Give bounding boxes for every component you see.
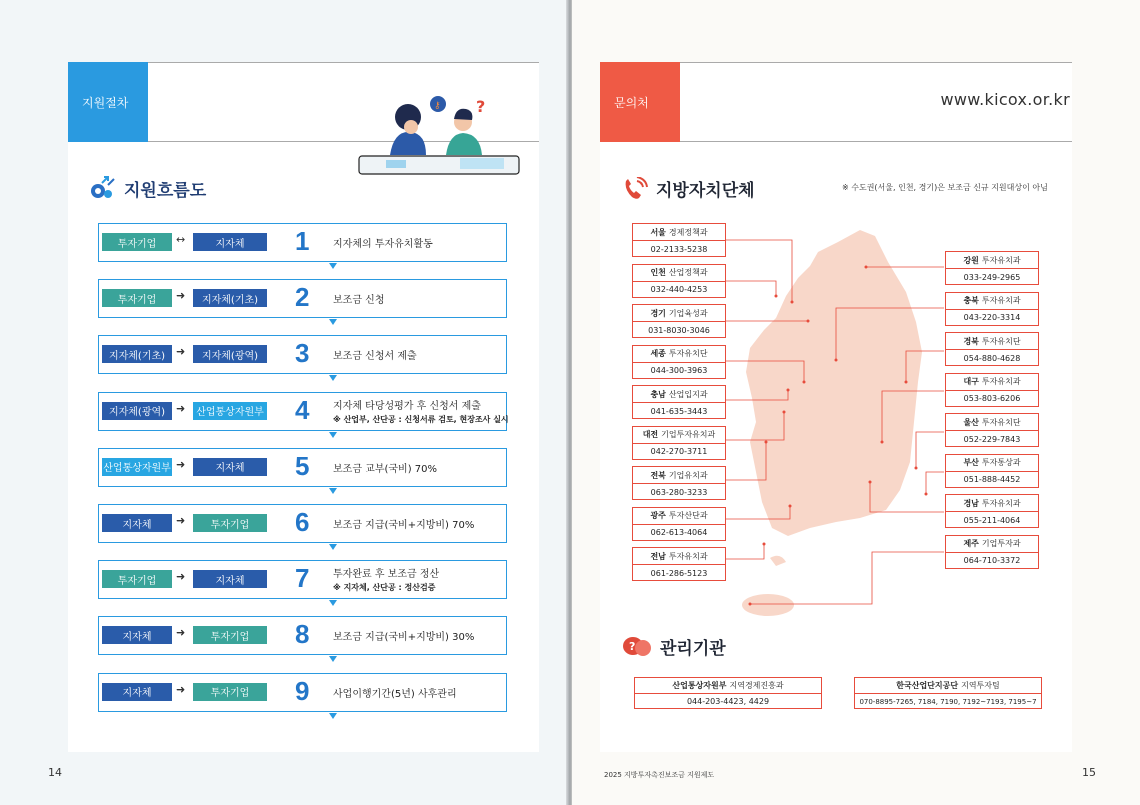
contact-tel: 033-249-2965 <box>963 272 1021 282</box>
down-arrow-icon <box>329 713 337 719</box>
flow-step <box>98 504 507 543</box>
from-tag: 지자체(기초) <box>102 345 172 363</box>
agency-title-text: 관리기관 <box>660 639 726 659</box>
step-description: 보조금 신청 <box>333 295 385 307</box>
to-tag: 투자기업 <box>193 626 267 644</box>
flow-step <box>98 673 507 712</box>
page-number-right: 15 <box>1082 766 1096 779</box>
step-text <box>333 397 509 425</box>
step-text <box>333 347 417 362</box>
right-page <box>572 0 1140 805</box>
section-tab-label: 지원절차 <box>82 95 129 110</box>
step-text <box>333 565 439 593</box>
from-tag: 지자체 <box>102 626 172 644</box>
step-description: 보조금 교부(국비) 70% <box>333 463 438 475</box>
step-number: 4 <box>295 394 310 425</box>
contact-tel: 063-280-3233 <box>650 487 708 497</box>
from-tag: 지자체 <box>102 683 172 701</box>
contact-box <box>945 413 1039 447</box>
contact-box <box>632 385 726 419</box>
down-arrow-icon <box>329 432 337 438</box>
agency-org: 한국산업단지공단 <box>896 681 959 690</box>
contact-region: 광주 <box>650 511 666 520</box>
contact-region: 울산 <box>963 417 979 427</box>
arrow-icon: ↔ <box>176 233 186 246</box>
contact-box <box>632 264 726 298</box>
step-text <box>333 685 457 700</box>
contact-tel: 061-286-5123 <box>650 568 708 578</box>
flow-section-title <box>88 175 206 201</box>
step-description: 보조금 지급(국비+지방비) 30% <box>333 632 475 644</box>
contact-tel: 044-300-3963 <box>650 366 708 375</box>
agency-box <box>854 677 1042 709</box>
contact-dept: 산업정책과 <box>668 268 708 277</box>
to-tag: 투자기업 <box>193 514 267 532</box>
to-tag: 투자기업 <box>193 683 267 701</box>
step-description: 지자체 타당성평가 후 신청서 제출 <box>333 400 481 412</box>
contact-tab-label: 문의처 <box>614 95 649 110</box>
step-text <box>333 460 437 475</box>
arrow-icon: ➜ <box>176 457 186 471</box>
step-number: 1 <box>295 226 310 256</box>
step-note: ※ 산업부, 산단공 : 신청서류 검토, 현장조사 실시 <box>333 414 509 424</box>
flow-step <box>98 223 507 262</box>
to-tag: 지자체 <box>193 570 267 588</box>
right-panel <box>600 62 1072 752</box>
step-description: 지자체의 투자유치활동 <box>333 239 433 250</box>
contact-box <box>632 507 726 541</box>
step-number: 9 <box>295 675 310 706</box>
agency-box <box>634 677 822 709</box>
step-note: ※ 지자체, 산단공 : 정산검증 <box>333 583 436 593</box>
contact-tel: 041-635-3443 <box>650 406 708 416</box>
section-tab <box>68 62 148 142</box>
arrow-icon: ➜ <box>176 345 186 359</box>
agency-dept: 지역투자팀 <box>961 681 1000 690</box>
to-tag: 지자체 <box>193 458 267 476</box>
to-tag: 지자체 <box>193 233 267 251</box>
contact-tel: 064-710-3372 <box>963 556 1021 565</box>
contact-tel: 052-229-7843 <box>963 434 1021 444</box>
contact-tel: 032-440-4253 <box>650 285 708 294</box>
step-text <box>333 516 474 531</box>
down-arrow-icon <box>329 656 337 662</box>
contact-region: 대구 <box>963 377 979 386</box>
contact-region: 경북 <box>963 336 979 346</box>
contact-tel: 054-880-4628 <box>963 353 1021 363</box>
from-tag: 지자체 <box>102 514 172 532</box>
contact-tel: 062-613-4064 <box>650 528 708 537</box>
contact-box <box>632 223 726 257</box>
contact-region: 인천 <box>650 268 666 277</box>
arrow-icon: ➜ <box>176 514 186 527</box>
contact-box <box>945 292 1039 326</box>
contact-region: 제주 <box>963 539 979 548</box>
step-number: 3 <box>295 338 310 369</box>
step-text <box>333 235 433 250</box>
contact-tel: 055-211-4064 <box>963 515 1021 525</box>
contact-region: 세종 <box>650 349 666 358</box>
contact-region: 전남 <box>650 551 666 561</box>
contact-dept: 투자유치과 <box>981 498 1021 508</box>
contact-box <box>945 251 1039 285</box>
from-tag: 투자기업 <box>102 289 172 307</box>
down-arrow-icon <box>329 319 337 325</box>
contact-region: 부산 <box>963 458 979 467</box>
down-arrow-icon <box>329 544 337 550</box>
contact-box <box>632 345 726 379</box>
contact-dept: 기업유치과 <box>668 470 708 480</box>
agency-dept: 지역경제진흥과 <box>729 681 784 690</box>
agency-tel: 070-8895-7265, 7184, 7190, 7192~7193, 7195~7 <box>859 697 1037 706</box>
contact-box <box>945 535 1039 569</box>
website-url: www.kicox.or.kr <box>940 90 1070 109</box>
left-page <box>0 0 568 805</box>
contact-box <box>945 454 1039 488</box>
question-bubble-icon <box>622 635 652 659</box>
to-tag: 지자체(기초) <box>193 289 267 307</box>
down-arrow-icon <box>329 600 337 606</box>
contact-box <box>632 304 726 338</box>
left-panel <box>68 62 539 752</box>
gear-icon <box>88 175 116 201</box>
contact-dept: 경제정책과 <box>668 227 708 237</box>
contact-tel: 043-220-3314 <box>963 313 1021 322</box>
to-tag: 지자체(광역) <box>193 345 267 363</box>
down-arrow-icon <box>329 375 337 381</box>
contact-dept: 기업투자유치과 <box>661 430 716 439</box>
contact-dept: 투자유치단 <box>981 417 1021 427</box>
from-tag: 산업통상자원부 <box>102 458 172 476</box>
contact-region: 강원 <box>963 255 979 265</box>
contact-dept: 기업투자과 <box>981 539 1021 548</box>
flow-step <box>98 448 507 487</box>
flow-step <box>98 616 507 655</box>
svg-text:?: ? <box>629 639 636 653</box>
contact-dept: 투자유치단 <box>981 336 1021 346</box>
capital-area-note: ※ 수도권(서울, 인천, 경기)은 보조금 신규 지원대상이 아님 <box>842 183 1048 192</box>
flow-step <box>98 392 507 431</box>
contact-tel: 051-888-4452 <box>963 475 1021 484</box>
contact-box <box>632 426 726 460</box>
contact-tel: 053-803-6206 <box>963 394 1021 403</box>
from-tag: 투자기업 <box>102 570 172 588</box>
contact-dept: 투자유치단 <box>668 349 708 358</box>
page-number-left: 14 <box>48 766 62 779</box>
flow-step <box>98 560 507 599</box>
step-number: 5 <box>295 450 310 481</box>
contact-box <box>945 332 1039 366</box>
contact-tel: 02-2133-5238 <box>650 244 708 254</box>
svg-text:?: ? <box>476 97 486 116</box>
step-number: 6 <box>295 507 310 537</box>
contact-box <box>632 466 726 500</box>
agency-org: 산업통상자원부 <box>672 681 727 690</box>
step-description: 보조금 지급(국비+지방비) 70% <box>333 520 475 531</box>
contact-dept: 투자산단과 <box>668 511 708 520</box>
to-tag: 산업통상자원부 <box>193 402 267 420</box>
step-number: 8 <box>295 619 310 650</box>
contact-dept: 투자유치과 <box>981 255 1021 265</box>
arrow-icon: ➜ <box>176 289 186 303</box>
arrow-icon: ➜ <box>176 626 186 640</box>
flow-section-title-text: 지원흐름도 <box>124 180 207 201</box>
contact-tel: 031-8030-3046 <box>648 325 710 335</box>
agency-tel: 044-203-4423, 4429 <box>686 697 770 706</box>
contact-region: 경남 <box>963 498 979 508</box>
footer-title: 2025 지방투자촉진보조금 지원제도 <box>604 771 715 779</box>
contact-dept: 투자유치과 <box>981 377 1021 386</box>
step-description: 보조금 신청서 제출 <box>333 351 417 363</box>
contact-box <box>945 373 1039 407</box>
step-number: 2 <box>295 282 310 313</box>
agency-title <box>622 634 726 659</box>
arrow-icon: ➜ <box>176 570 186 584</box>
step-description: 사업이행기간(5년) 사후관리 <box>333 688 457 700</box>
from-tag: 투자기업 <box>102 233 172 251</box>
contact-region: 충북 <box>963 296 979 305</box>
contact-region: 전북 <box>650 470 666 480</box>
step-description: 투자완료 후 보조금 정산 <box>333 569 440 581</box>
people-illustration <box>356 92 524 184</box>
flow-step <box>98 335 507 374</box>
flow-step <box>98 279 507 318</box>
contact-box <box>945 494 1039 528</box>
local-gov-title-text: 지방자치단체 <box>656 181 755 201</box>
contact-tel: 042-270-3711 <box>650 447 708 456</box>
contact-region: 서울 <box>650 227 666 237</box>
arrow-icon: ➜ <box>176 682 186 696</box>
arrow-icon: ➜ <box>176 401 186 415</box>
down-arrow-icon <box>329 488 337 494</box>
from-tag: 지자체(광역) <box>102 402 172 420</box>
contact-region: 경기 <box>650 308 666 318</box>
step-text <box>333 291 384 306</box>
contact-region: 대전 <box>642 430 659 439</box>
contact-region: 충남 <box>650 389 666 399</box>
svg-text:⚷: ⚷ <box>434 101 441 111</box>
step-text <box>333 628 474 643</box>
contact-box <box>632 547 726 581</box>
contact-dept: 투자통상과 <box>981 458 1021 467</box>
contact-dept: 투자유치과 <box>668 551 708 561</box>
contact-dept: 산업입지과 <box>668 389 708 399</box>
step-number: 7 <box>295 563 310 594</box>
contact-dept: 기업육성과 <box>668 308 708 318</box>
contact-dept: 투자유치과 <box>981 296 1021 305</box>
down-arrow-icon <box>329 263 337 269</box>
